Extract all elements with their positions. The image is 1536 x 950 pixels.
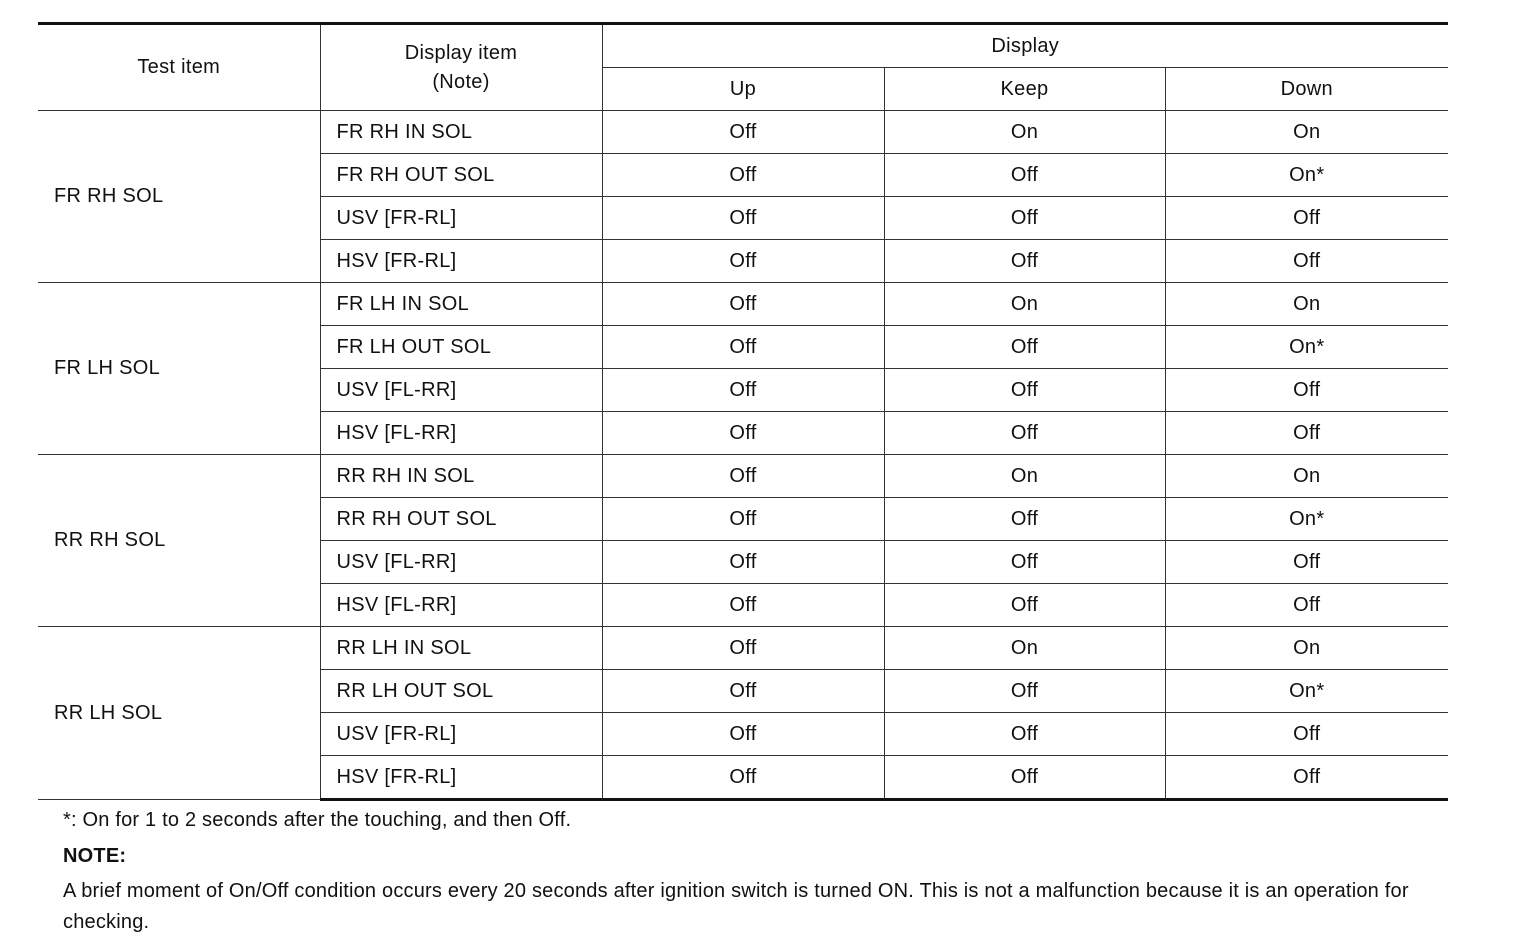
up-value-cell: Off bbox=[602, 326, 884, 369]
up-value-cell: Off bbox=[602, 670, 884, 713]
down-value-cell: Off bbox=[1165, 197, 1448, 240]
table-body bbox=[38, 111, 1448, 800]
up-value-cell: Off bbox=[602, 455, 884, 498]
display-item-cell: USV [FR-RL] bbox=[320, 197, 602, 240]
keep-value-cell: Off bbox=[884, 197, 1165, 240]
header-down: Down bbox=[1165, 68, 1448, 111]
header-display-item-label: Display item bbox=[404, 41, 518, 64]
table-row bbox=[38, 111, 1448, 154]
display-item-cell: HSV [FL-RR] bbox=[320, 584, 602, 627]
up-value-cell: Off bbox=[602, 627, 884, 670]
footnote: *: On for 1 to 2 seconds after the touching, and then Off. bbox=[63, 809, 572, 831]
keep-value-cell: Off bbox=[884, 412, 1165, 455]
keep-value-cell: Off bbox=[884, 154, 1165, 197]
keep-value-cell: Off bbox=[884, 541, 1165, 584]
keep-value-cell: Off bbox=[884, 584, 1165, 627]
up-value-cell: Off bbox=[602, 283, 884, 326]
down-value-cell: On* bbox=[1165, 498, 1448, 541]
keep-value-cell: On bbox=[884, 627, 1165, 670]
display-item-cell: HSV [FL-RR] bbox=[320, 412, 602, 455]
notes-section bbox=[63, 806, 1463, 938]
down-value-cell: On bbox=[1165, 283, 1448, 326]
down-value-cell: On bbox=[1165, 627, 1448, 670]
table-row bbox=[38, 455, 1448, 498]
down-value-cell: On bbox=[1165, 111, 1448, 154]
display-item-cell: RR RH IN SOL bbox=[320, 455, 602, 498]
display-item-cell: HSV [FR-RL] bbox=[320, 240, 602, 283]
header-test-item: Test item bbox=[38, 24, 320, 111]
down-value-cell: Off bbox=[1165, 713, 1448, 756]
up-value-cell: Off bbox=[602, 197, 884, 240]
up-value-cell: Off bbox=[602, 541, 884, 584]
display-item-cell: RR RH OUT SOL bbox=[320, 498, 602, 541]
display-item-cell: FR LH OUT SOL bbox=[320, 326, 602, 369]
display-item-cell: USV [FL-RR] bbox=[320, 369, 602, 412]
display-item-cell: HSV [FR-RL] bbox=[320, 756, 602, 800]
test-item-cell: FR RH SOL bbox=[38, 111, 320, 283]
test-item-cell: RR RH SOL bbox=[38, 455, 320, 627]
test-item-cell: RR LH SOL bbox=[38, 627, 320, 800]
down-value-cell: Off bbox=[1165, 369, 1448, 412]
display-item-cell: FR LH IN SOL bbox=[320, 283, 602, 326]
down-value-cell: On* bbox=[1165, 154, 1448, 197]
keep-value-cell: Off bbox=[884, 498, 1165, 541]
display-item-cell: FR RH IN SOL bbox=[320, 111, 602, 154]
table-row bbox=[38, 627, 1448, 670]
up-value-cell: Off bbox=[602, 713, 884, 756]
down-value-cell: Off bbox=[1165, 240, 1448, 283]
up-value-cell: Off bbox=[602, 154, 884, 197]
solenoid-test-table bbox=[38, 22, 1448, 801]
down-value-cell: On* bbox=[1165, 326, 1448, 369]
keep-value-cell: Off bbox=[884, 240, 1165, 283]
up-value-cell: Off bbox=[602, 756, 884, 800]
keep-value-cell: On bbox=[884, 283, 1165, 326]
keep-value-cell: On bbox=[884, 111, 1165, 154]
down-value-cell: Off bbox=[1165, 584, 1448, 627]
header-display-item bbox=[320, 24, 602, 111]
header-up: Up bbox=[602, 68, 884, 111]
up-value-cell: Off bbox=[602, 498, 884, 541]
keep-value-cell: Off bbox=[884, 713, 1165, 756]
display-item-cell: RR LH OUT SOL bbox=[320, 670, 602, 713]
keep-value-cell: On bbox=[884, 455, 1165, 498]
down-value-cell: On bbox=[1165, 455, 1448, 498]
note-title: NOTE: bbox=[63, 845, 127, 867]
header-display: Display bbox=[602, 24, 1448, 68]
up-value-cell: Off bbox=[602, 584, 884, 627]
keep-value-cell: Off bbox=[884, 756, 1165, 800]
up-value-cell: Off bbox=[602, 412, 884, 455]
up-value-cell: Off bbox=[602, 240, 884, 283]
display-item-cell: RR LH IN SOL bbox=[320, 627, 602, 670]
display-item-cell: USV [FR-RL] bbox=[320, 713, 602, 756]
down-value-cell: On* bbox=[1165, 670, 1448, 713]
keep-value-cell: Off bbox=[884, 670, 1165, 713]
up-value-cell: Off bbox=[602, 111, 884, 154]
display-item-cell: FR RH OUT SOL bbox=[320, 154, 602, 197]
down-value-cell: Off bbox=[1165, 756, 1448, 800]
test-item-cell: FR LH SOL bbox=[38, 283, 320, 455]
solenoid-test-table-container bbox=[38, 22, 1448, 801]
table-header bbox=[38, 24, 1448, 111]
keep-value-cell: Off bbox=[884, 326, 1165, 369]
header-display-item-note: (Note) bbox=[432, 70, 490, 93]
down-value-cell: Off bbox=[1165, 412, 1448, 455]
header-keep: Keep bbox=[884, 68, 1165, 111]
down-value-cell: Off bbox=[1165, 541, 1448, 584]
up-value-cell: Off bbox=[602, 369, 884, 412]
table-row bbox=[38, 283, 1448, 326]
note-body: A brief moment of On/Off condition occurs every 20 seconds after ignition switch is turned ON. This is not a malfunction because it is an operation for checking. bbox=[63, 880, 1409, 933]
display-item-cell: USV [FL-RR] bbox=[320, 541, 602, 584]
keep-value-cell: Off bbox=[884, 369, 1165, 412]
